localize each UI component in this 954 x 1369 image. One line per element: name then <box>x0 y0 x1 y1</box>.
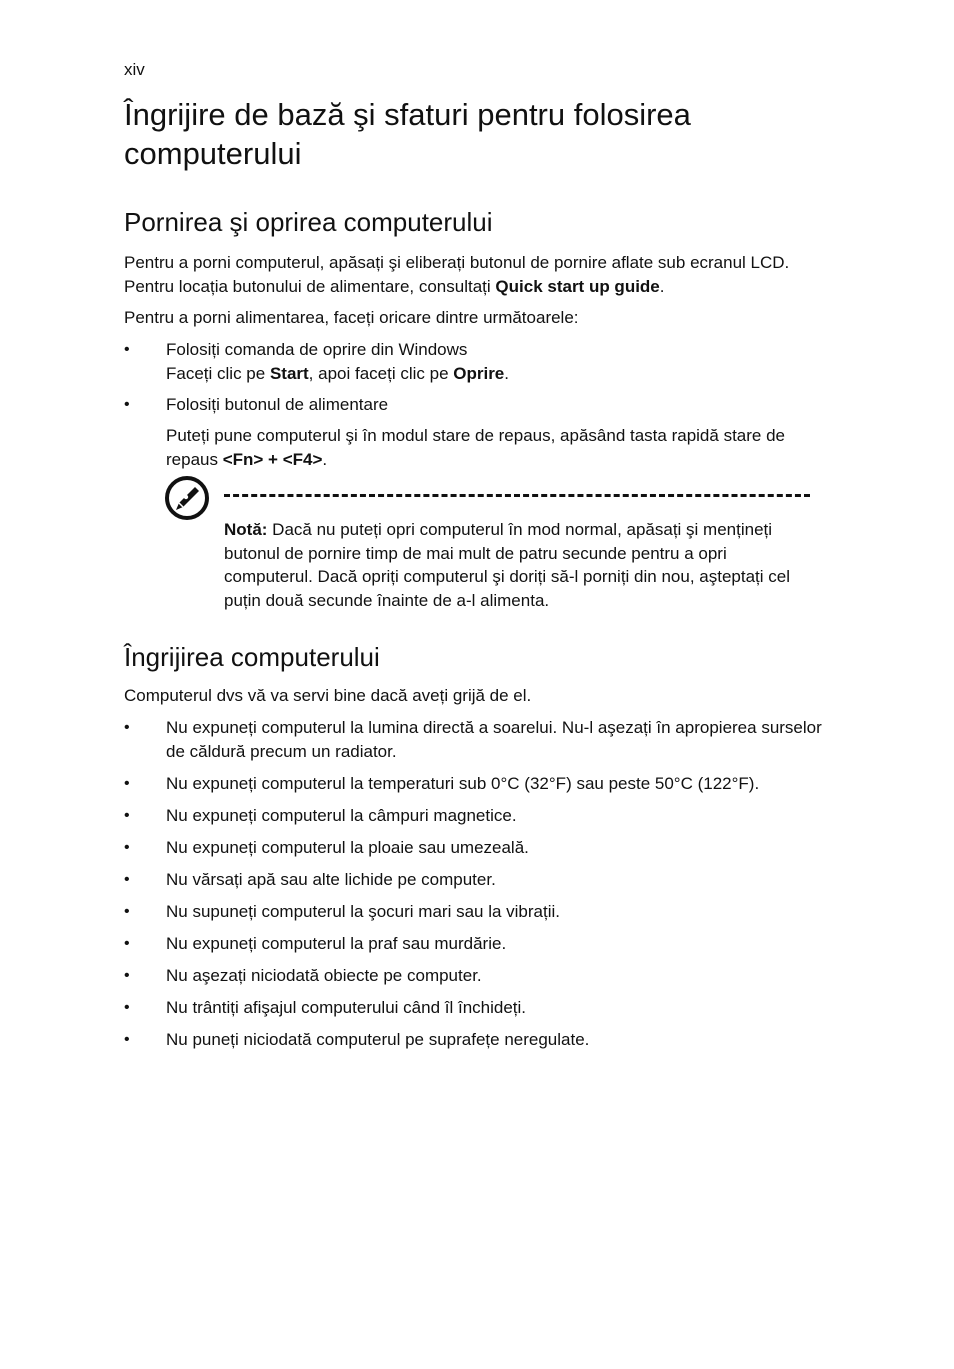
list-item: • Nu vărsați apă sau alte lichide pe computer. <box>124 868 824 892</box>
power-bullet-list <box>124 338 824 385</box>
bullet-glyph: • <box>124 838 130 856</box>
sleep-mode-text: Puteți pune computerul şi în modul stare de repaus, apăsând tasta rapidă stare de repaus <Fn> + <F4>. <box>166 426 785 469</box>
section-heading-care: Îngrijirea computerului <box>124 642 380 672</box>
bullet-glyph: • <box>124 902 130 920</box>
page-number: xiv <box>124 60 145 79</box>
list-item: • Nu aşezați niciodată obiecte pe computer. <box>124 964 824 988</box>
list-item: • Nu supuneți computerul la şocuri mari sau la vibrații. <box>124 900 824 924</box>
section-heading-power: Pornirea şi oprirea computerului <box>124 207 493 237</box>
list-item: • Nu puneți niciodată computerul pe suprafețe neregulate. <box>124 1028 824 1052</box>
page-title: Îngrijire de bază şi sfaturi pentru folosirea computerului <box>124 97 691 171</box>
note-pen-icon <box>164 475 210 521</box>
bullet-glyph: • <box>124 934 130 952</box>
bullet-glyph: • <box>124 1030 130 1048</box>
list-item: • Nu expuneți computerul la ploaie sau umezeală. <box>124 836 824 860</box>
bullet-glyph: • <box>124 396 130 413</box>
sleep-hotkey: <Fn> + <F4> <box>222 449 323 469</box>
note-text: Notă: Dacă nu puteți opri computerul în mod normal, apăsați şi mențineți butonul de pornire timp de mai mult de patru secunde pentru a opri computerul. Dacă opriți computerul şi doriți să-l porniți din nou, aşteptați cel puțin două secunde înainte de a-l alimenta. <box>224 520 790 610</box>
bullet-glyph: • <box>124 341 130 358</box>
list-item: • Nu expuneți computerul la temperaturi sub 0°C (32°F) sau peste 50°C (122°F). <box>124 772 824 796</box>
care-intro: Computerul dvs vă va servi bine dacă aveți grijă de el. <box>124 686 532 705</box>
list-item: • Nu expuneți computerul la praf sau murdărie. <box>124 932 824 956</box>
list-item: • Folosiți comanda de oprire din Windows Faceți clic pe Start, apoi faceți clic pe Oprire. <box>124 340 510 383</box>
bullet-glyph: • <box>124 806 130 824</box>
list-item: • Folosiți butonul de alimentare <box>124 393 824 417</box>
note-label: Notă: <box>224 520 268 539</box>
list-item: • Nu expuneți computerul la lumina directă a soarelui. Nu-l aşezați în apropierea surselor de căldură precum un radiator. <box>124 718 822 761</box>
bullet-glyph: • <box>124 966 130 984</box>
list-item: • Nu trântiți afişajul computerului când îl închideți. <box>124 996 824 1020</box>
bullet-glyph: • <box>124 774 130 792</box>
care-bullet-list <box>124 716 824 1051</box>
power-intro: Pentru a porni computerul, apăsați şi eliberați butonul de pornire aflate sub ecranul LCD. Pentru locația butonului de alimentare, consultați Quick start up guide. <box>124 253 790 296</box>
bullet-glyph: • <box>124 870 130 888</box>
bullet-glyph: • <box>124 998 130 1016</box>
power-intro-2: Pentru a porni alimentarea, faceți oricare dintre următoarele: <box>124 308 579 327</box>
power-bullet-list-2 <box>124 393 824 417</box>
guide-reference: Quick start up guide <box>495 276 660 296</box>
list-item: • Nu expuneți computerul la câmpuri magnetice. <box>124 804 824 828</box>
note-divider <box>224 494 810 497</box>
bullet-glyph: • <box>124 719 130 736</box>
